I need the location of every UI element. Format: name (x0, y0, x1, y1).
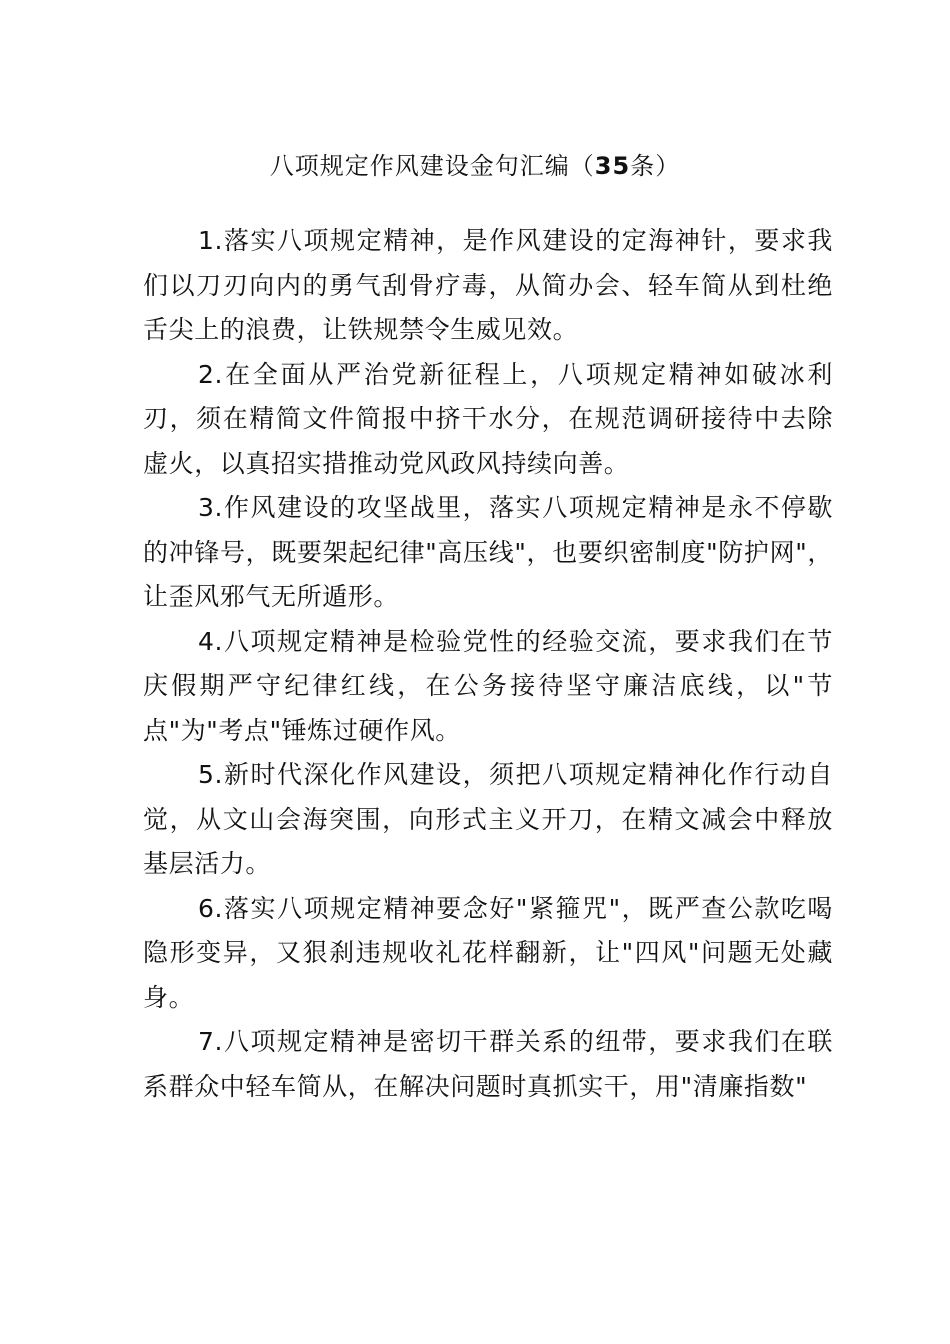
page-title (0, 148, 950, 184)
title-suffix: 条） (630, 152, 681, 180)
paragraph-1: 1.落实八项规定精神，是作风建设的定海神针，要求我们以刀刃向内的勇气刮骨疗毒，从简办会、轻车简从到杜绝舌尖上的浪费，让铁规禁令生威见效。 (143, 226, 833, 344)
title-prefix: 八项规定作风建设金句汇编（ (269, 152, 595, 180)
document-body (143, 219, 833, 1109)
paragraph-5: 5.新时代深化作风建设，须把八项规定精神化作行动自觉，从文山会海突围，向形式主义开刀，在精文减会中释放基层活力。 (143, 760, 833, 878)
paragraph-4: 4.八项规定精神是检验党性的经验交流，要求我们在节庆假期严守纪律红线，在公务接待坚守廉洁底线，以"节点"为"考点"锤炼过硬作风。 (143, 626, 833, 745)
paragraph-2: 2.在全面从严治党新征程上，八项规定精神如破冰利刃，须在精简文件简报中挤干水分，在规范调研接待中去除虚火，以真招实措推动党风政风持续向善。 (143, 359, 833, 478)
paragraph-6: 6.落实八项规定精神要念好"紧箍咒"，既严查公款吃喝隐形变异，又狠刹违规收礼花样翻新，让"四风"问题无处藏身。 (143, 893, 833, 1012)
paragraph-3: 3.作风建设的攻坚战里，落实八项规定精神是永不停歇的冲锋号，既要架起纪律"高压线"，也要织密制度"防护网"，让歪风邪气无所遁形。 (143, 493, 833, 611)
title-number: 35 (594, 152, 631, 180)
paragraph-7: 7.八项规定精神是密切干群关系的纽带，要求我们在联系群众中轻车简从，在解决问题时真抓实干，用"清廉指数" (143, 1027, 833, 1101)
